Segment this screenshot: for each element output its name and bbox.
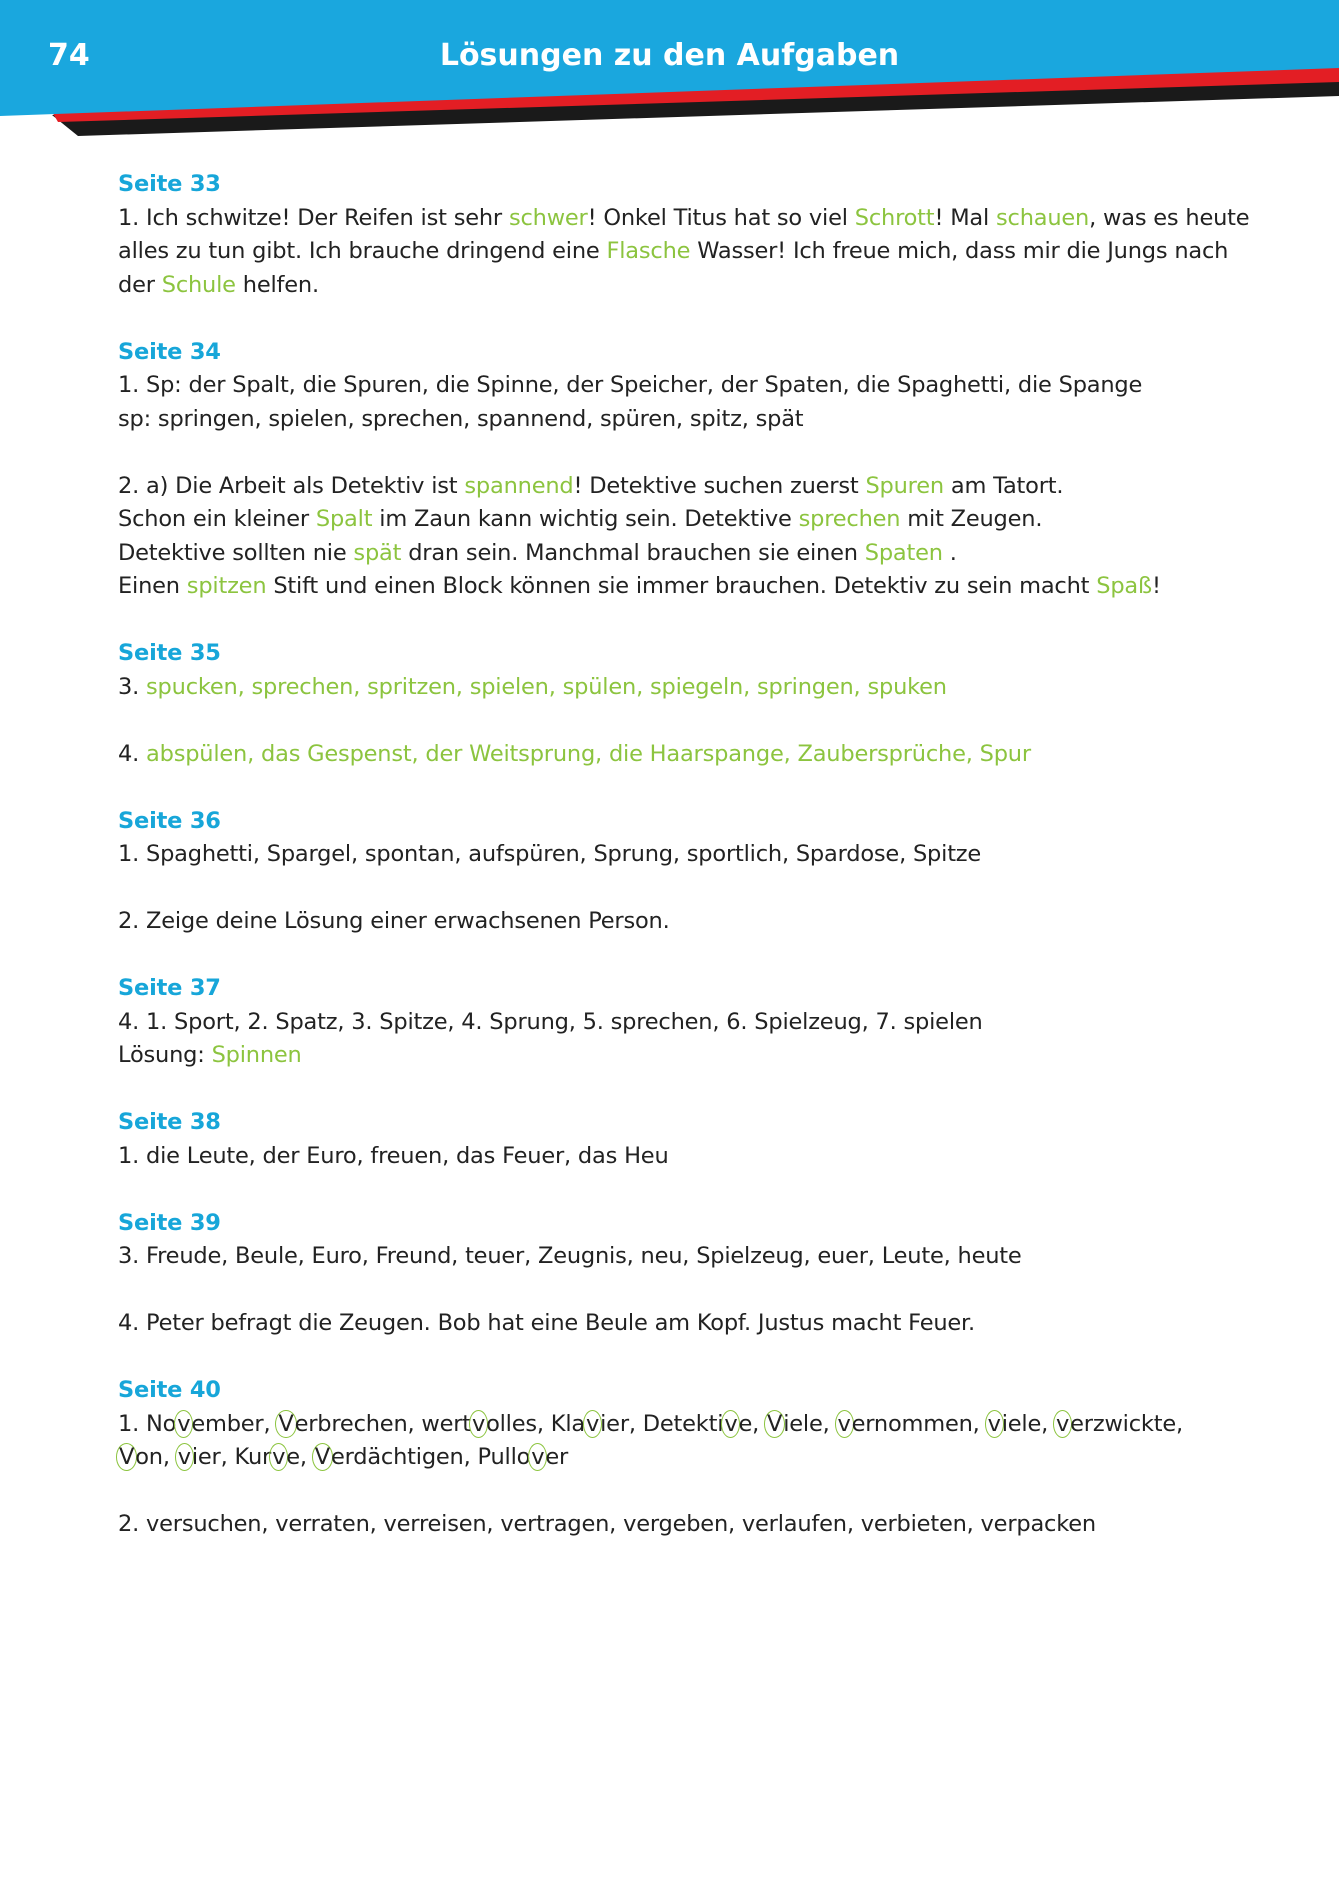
solution-section [118,1374,1218,1542]
answer-text: ! Mal [934,204,997,231]
answer-paragraph [118,1240,1218,1274]
answer-text: erbrechen, wert [294,1410,471,1437]
highlighted-answer: abspülen, das Gespenst, der Weitsprung, die Haarspange, Zaubersprüche, Spur [146,740,1031,767]
answer-text: ! Detektive suchen zuerst [573,472,866,499]
answer-text: Einen [118,573,187,599]
highlighted-answer: spät [353,539,402,566]
solution-section [118,805,1218,939]
solution-section [118,168,1250,302]
answer-text: iele, [783,1410,837,1437]
answer-paragraph [118,1006,1218,1073]
answer-paragraph [118,369,1218,436]
answer-line [118,1140,1218,1174]
answer-text: ier, Kur [191,1444,272,1470]
answer-text: 2. a) Die Arbeit als Detektiv ist [118,472,465,499]
answer-text: ernommen, [851,1410,987,1437]
answer-text: ier, Detekti [600,1410,724,1437]
highlighted-answer: spannend [464,472,574,499]
answer-text: erdächtigen, Pullo [330,1444,531,1470]
answer-text: 1. die Leute, der Euro, freuen, das Feuer, das Heu [118,1142,669,1169]
circled-letter: v [469,1410,488,1438]
answer-text: helfen. [235,271,319,298]
answer-text: olles, Kla [486,1410,585,1437]
answer-text: Stift und einen Block können sie immer brauchen. Detektiv zu sein macht [266,573,1097,599]
answer-text: er [545,1444,569,1470]
circled-letter: v [583,1410,602,1438]
answer-line [118,1508,1218,1542]
answer-paragraph [118,738,1218,772]
section-heading: Seite 38 [118,1109,221,1135]
answer-line [118,1441,1218,1475]
highlighted-answer: Schrott [854,204,935,231]
circled-letter: v [175,1443,194,1471]
highlighted-answer: sprechen [798,506,901,532]
answer-line [118,738,1218,772]
section-heading: Seite 39 [118,1209,221,1236]
highlighted-answer: spucken, sprechen, spritzen, spielen, spülen, spiegeln, springen, spuken [146,673,947,700]
answer-text: erzwickte, [1070,1410,1183,1437]
highlighted-answer: spitzen [186,573,267,599]
answer-text: 1. Spaghetti, Spargel, spontan, aufspüren, Sprung, sportlich, Spardose, Spitze [118,841,982,867]
circled-letter: v [721,1410,740,1438]
circled-letter: v [1053,1410,1072,1438]
answer-line [118,470,1218,504]
circled-letter: v [528,1443,547,1471]
section-heading: Seite 37 [118,975,221,1001]
section-heading: Seite 35 [118,640,221,666]
answer-text: iele, [1001,1410,1056,1437]
answer-text: 2. Zeige deine Lösung einer erwachsenen Person. [118,908,670,934]
answer-text: e, [738,1410,766,1437]
solution-section [118,1207,1218,1341]
highlighted-answer: Spaten [864,539,943,566]
circled-letter: v [174,1410,193,1438]
answer-line [118,570,1218,604]
answer-paragraph [118,1140,1218,1174]
highlighted-answer: Spalt [315,506,373,532]
answer-text: 3. [118,673,147,700]
answer-text: mit Zeugen. [900,506,1043,532]
answer-text: der [118,271,162,298]
answer-text: Detektive sollten nie [118,539,354,566]
answer-text: dran sein. Manchmal brauchen sie einen [401,539,865,566]
answer-text: 1. Sp: der Spalt, die Spuren, die Spinne, der Speicher, der Spaten, die Spaghetti, die Spange [118,372,1143,398]
section-heading: Seite 34 [118,338,221,365]
section-heading: Seite 33 [118,171,221,197]
answer-text: 3. Freude, Beule, Euro, Freund, teuer, Zeugnis, neu, Spielzeug, euer, Leute, heute [118,1243,1022,1269]
page-title: Lösungen zu den Aufgaben [439,38,900,73]
answer-line [118,671,1218,705]
answer-line [118,202,1250,236]
answer-line [118,838,1218,872]
answer-line [118,1006,1218,1040]
answer-line [118,235,1229,269]
highlighted-answer: schauen [996,204,1090,231]
page-number: 74 [48,38,90,73]
answer-line [118,369,1218,403]
answer-text: 1. Ich schwitze! Der Reifen ist sehr [118,204,509,231]
highlighted-answer: Spinnen [211,1042,302,1068]
answer-paragraph [118,838,1218,872]
highlighted-answer: Spuren [865,472,944,499]
answer-paragraph [118,470,1218,604]
answer-text: . [942,539,957,566]
answer-line [118,503,1218,537]
solution-section [118,336,1218,604]
answer-text: Wasser! Ich freue mich, dass mir die Jungs nach [690,238,1229,264]
answer-line [118,1408,1218,1442]
circled-letter: V [116,1443,137,1471]
solution-section [118,637,1218,771]
answer-text: alles zu tun gibt. Ich brauche dringend eine [118,238,607,264]
answer-paragraph [118,202,1250,303]
circled-letter: v [269,1443,288,1471]
highlighted-answer: Spaß [1096,573,1152,599]
answer-text: , was es heute [1089,204,1250,231]
page-header [0,0,1339,140]
circled-letter: V [275,1410,296,1438]
answer-text: Lösung: [118,1042,212,1068]
answer-paragraph [118,905,1218,939]
answer-text: ! Onkel Titus hat so viel [587,204,855,231]
answer-text: ember, [191,1410,278,1437]
answer-text: sp: springen, spielen, sprechen, spannend, spüren, spitz, spät [118,405,804,432]
answer-text: ! [1151,573,1161,599]
solutions-content [118,168,1250,1575]
highlighted-answer: Schule [161,271,236,298]
answer-line [118,403,1218,437]
answer-text: 4. [118,740,147,767]
answer-text: on, [135,1444,177,1470]
answer-line [118,1240,1218,1274]
answer-text: 4. 1. Sport, 2. Spatz, 3. Spitze, 4. Sprung, 5. sprechen, 6. Spielzeug, 7. spielen [118,1008,983,1035]
answer-line [118,1307,1218,1341]
answer-line [118,537,1218,571]
answer-paragraph [118,1307,1218,1341]
highlighted-answer: Flasche [606,238,691,264]
answer-text: am Tatort. [943,472,1064,499]
answer-paragraph [118,1508,1218,1542]
answer-text: 4. Peter befragt die Zeugen. Bob hat eine Beule am Kopf. Justus macht Feuer. [118,1310,975,1336]
circled-letter: V [312,1443,333,1471]
solution-section [118,1106,1218,1173]
answer-text: e, [286,1444,314,1470]
answer-text: 2. versuchen, verraten, verreisen, vertragen, vergeben, verlaufen, verbieten, verpacken [118,1511,1096,1537]
answer-text: im Zaun kann wichtig sein. Detektive [372,506,799,532]
answer-line [118,1039,1218,1073]
section-heading: Seite 40 [118,1377,221,1403]
answer-paragraph [118,671,1218,705]
circled-letter: V [764,1410,785,1438]
circled-letter: v [985,1410,1004,1438]
answer-text: 1. No [118,1410,177,1437]
solution-section [118,972,1218,1073]
answer-line [118,905,1218,939]
answer-text: Schon ein kleiner [118,506,316,532]
circled-letter: v [835,1410,854,1438]
answer-paragraph [118,1408,1218,1475]
answer-line [118,269,1218,303]
section-heading: Seite 36 [118,807,221,834]
highlighted-answer: schwer [508,204,588,231]
